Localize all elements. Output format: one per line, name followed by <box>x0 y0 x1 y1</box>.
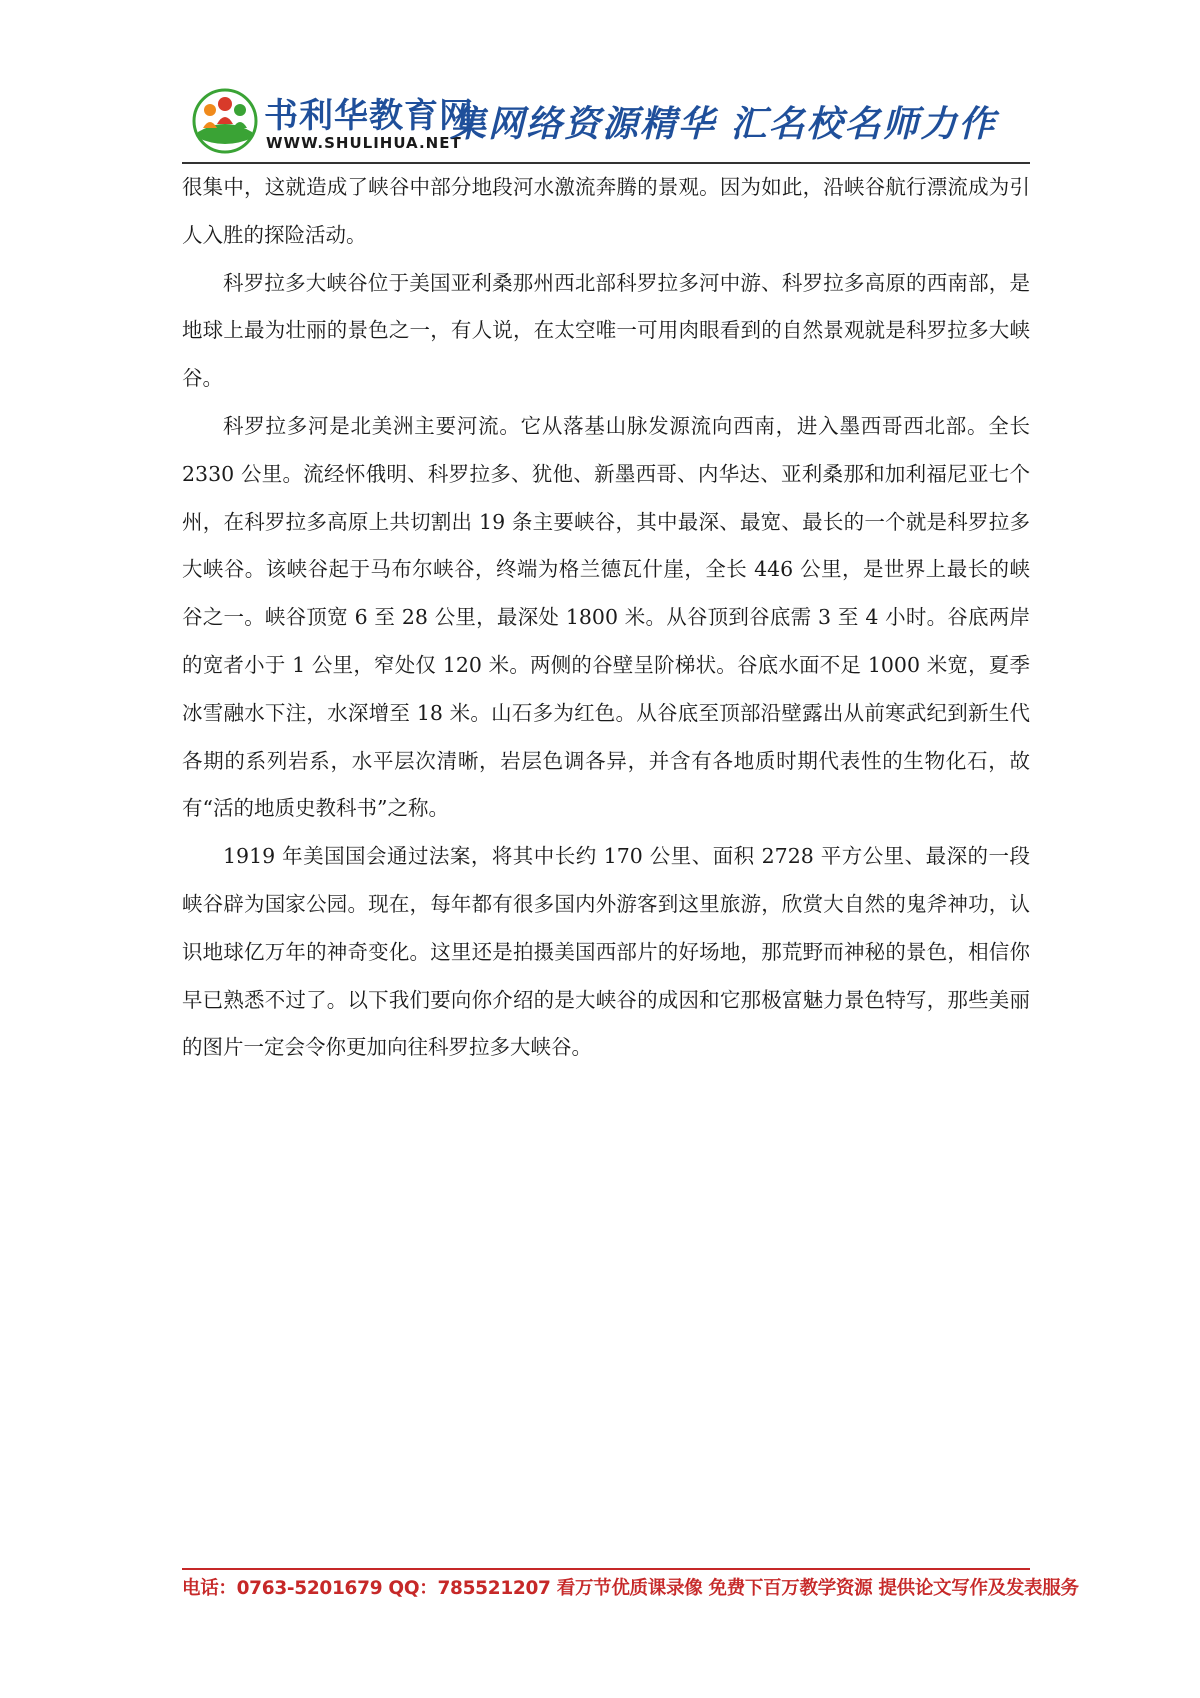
paragraph-continuation: 很集中，这就造成了峡谷中部分地段河水激流奔腾的景观。因为如此，沿峡谷航行漂流成为引人入胜的探险活动。 <box>182 175 1030 247</box>
paragraph: 科罗拉多大峡谷位于美国亚利桑那州西北部科罗拉多河中游、科罗拉多高原的西南部，是地球上最为壮丽的景色之一，有人说，在太空唯一可用肉眼看到的自然景观就是科罗拉多大峡谷。 <box>182 270 1030 391</box>
footer-contact: 电话：0763-5201679 QQ：785521207 看万节优质课录像 免费下百万教学资源 提供论文写作及发表服务 <box>182 1578 1079 1599</box>
paragraph: 1919 年美国国会通过法案，将其中长约 170 公里、面积 2728 平方公里、最深的一段峡谷辟为国家公园。现在，每年都有很多国内外游客到这里旅游，欣赏大自然的鬼斧神功，认识地球亿万年的神奇变化。这里还是拍摄美国西部片的好场地，那荒野而神秘的景色，相信你早已熟悉不过了。以下我们要向你介绍的是大峡谷的成因和它那极富魅力景色特写，那些美丽的图片一定会令你更加向往科罗拉多大峡谷。 <box>182 844 1030 1060</box>
page-header <box>182 82 1030 162</box>
paragraph: 科罗拉多河是北美洲主要河流。它从落基山脉发源流向西南，进入墨西哥西北部。全长 2330 公里。流经怀俄明、科罗拉多、犹他、新墨西哥、内华达、亚利桑那和加利福尼亚七个州，在科罗拉多高原上共切割出 19 条主要峡谷，其中最深、最宽、最长的一个就是科罗拉多大峡谷。该峡谷起于马布尔峡谷，终端为格兰德瓦什崖，全长 446 公里，是世界上最长的峡谷之一。峡谷顶宽 6 至 28 公里，最深处 1800 米。从谷顶到谷底需 3 至 4 小时。谷底两岸的宽者小于 1 公里，窄处仅 120 米。两侧的谷壁呈阶梯状。谷底水面不足 1000 米宽，夏季冰雪融水下注，水深增至 18 米。山石多为红色。从谷底至顶部沿壁露出从前寒武纪到新生代各期的系列岩系，水平层次清晰，岩层色调各异，并含有各地质时期代表性的生物化石，故有“活的地质史教科书”之称。 <box>182 413 1030 821</box>
header-slogan: 集网络资源精华 汇名校名师力作 <box>450 104 997 145</box>
brand-url[interactable]: WWW.SHULIHUA.NET <box>266 134 462 152</box>
footer-divider <box>182 1568 1030 1570</box>
people-circle-logo-icon <box>192 88 258 154</box>
document-body <box>182 164 1030 1072</box>
brand-name: 书利华教育网 <box>264 96 474 136</box>
